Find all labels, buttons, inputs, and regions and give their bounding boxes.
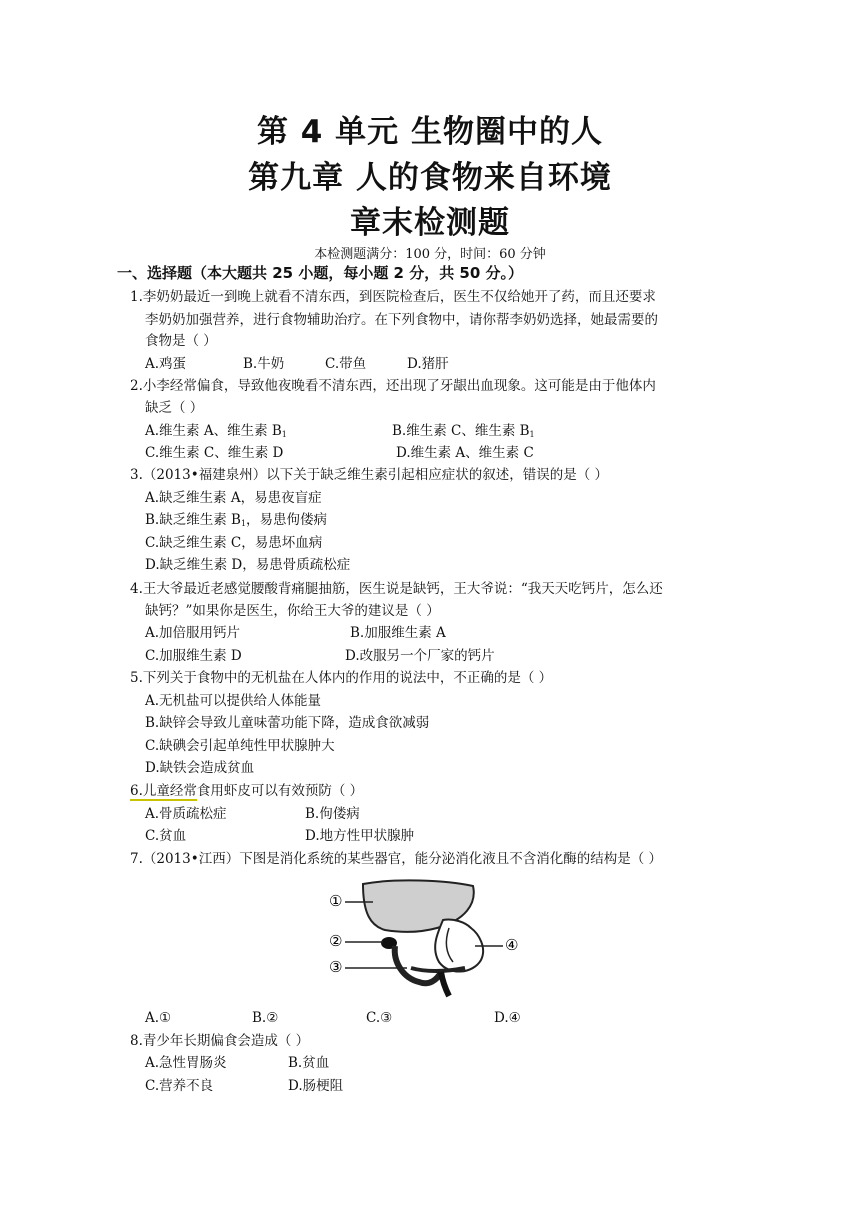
q8-option-b: B.贫血 <box>288 1055 330 1071</box>
q2-option-d: D.维生素 A、维生素 C <box>396 445 534 461</box>
q4-option-a: A.加倍服用钙片 <box>145 625 241 641</box>
q1-option-c: C.带鱼 <box>325 356 367 372</box>
q3-option-b: B.缺乏维生素 $B_1$，易患佝偻病 <box>145 512 328 528</box>
q5-option-d: D.缺铁会造成贫血 <box>145 760 255 776</box>
q2-option-a: A.维生素 A、维生素 $B_1$ <box>145 423 287 439</box>
q7-option-a: A.① <box>145 1010 172 1026</box>
score-time-info: 本检测题满分：100 分，时间：60 分钟 <box>314 247 546 262</box>
label-1: ① <box>329 892 343 910</box>
q2-option-b: B.维生素 C、维生素 $B_1$ <box>392 423 535 439</box>
q4-option-c: C.加服维生素 D <box>145 648 242 664</box>
q7-option-b: B.② <box>252 1010 279 1026</box>
q1-line3: 食物是（ ） <box>145 333 217 349</box>
duct-end <box>441 972 449 996</box>
q1-line1: 1.李奶奶最近一到晚上就看不清东西，到医院检查后，医生不仅给她开了药，而且还要求 <box>130 289 656 305</box>
chapter-title: 第九章 人的食物来自环境 <box>248 160 612 196</box>
q6-option-c: C.贫血 <box>145 828 187 844</box>
q1-option-b: B.牛奶 <box>243 356 285 372</box>
label-2: ② <box>329 932 343 950</box>
q6-option-d: D.地方性甲状腺肿 <box>305 828 415 844</box>
q5-line1: 5.下列关于食物中的无机盐在人体内的作用的说法中，不正确的是（ ） <box>130 670 553 686</box>
q1-option-a: A.鸡蛋 <box>145 356 187 372</box>
q5-option-a: A.无机盐可以提供给人体能量 <box>145 693 322 709</box>
unit-title: 第 4 单元 生物圈中的人 <box>257 114 603 150</box>
q8-option-a: A.急性胃肠炎 <box>145 1055 227 1071</box>
q5-option-c: C.缺碘会引起单纯性甲状腺肿大 <box>145 738 335 754</box>
q4-line2: 缺钙？”如果你是医生，你给王大爷的建议是（ ） <box>145 603 440 619</box>
q7-option-d: D.④ <box>494 1010 521 1026</box>
q3-option-d: D.缺乏维生素 D，易患骨质疏松症 <box>145 557 351 573</box>
q6-option-b: B.佝偻病 <box>305 806 360 822</box>
q8-option-d: D.肠梗阻 <box>288 1078 344 1094</box>
q6-option-a: A.骨质疏松症 <box>145 806 227 822</box>
q3-line1: 3.（2013•福建泉州）以下关于缺乏维生素引起相应症状的叙述，错误的是（ ） <box>130 467 608 483</box>
q2-line1: 2.小李经常偏食，导致他夜晚看不清东西，还出现了牙龈出血现象。这可能是由于他体内 <box>130 378 656 394</box>
q5-option-b: B.缺锌会导致儿童味蕾功能下降，造成食欲减弱 <box>145 715 430 731</box>
q6-line1: 6.儿童经常食用虾皮可以有效预防（ ） <box>130 783 364 799</box>
label-4: ④ <box>505 936 519 954</box>
q4-option-d: D.改服另一个厂家的钙片 <box>345 648 495 664</box>
q2-option-c: C.维生素 C、维生素 D <box>145 445 284 461</box>
q8-line1: 8.青少年长期偏食会造成（ ） <box>130 1033 310 1049</box>
digestive-organs-diagram <box>325 876 525 1000</box>
q7-option-c: C.③ <box>366 1010 393 1026</box>
q4-option-b: B.加服维生素 A <box>350 625 446 641</box>
q7-line1: 7.（2013•江西）下图是消化系统的某些器官，能分泌消化液且不含消化酶的结构是（ ） <box>130 851 662 867</box>
label-3: ③ <box>329 958 343 976</box>
test-title: 章末检测题 <box>350 205 510 241</box>
duodenum-shape <box>395 946 441 983</box>
pancreas-shape <box>411 968 465 971</box>
q1-line2: 李奶奶加强营养，进行食物辅助治疗。在下列食物中，请你帮李奶奶选择，她最需要的 <box>145 312 658 328</box>
q8-option-c: C.营养不良 <box>145 1078 214 1094</box>
q2-line2: 缺乏（ ） <box>145 400 204 416</box>
q4-line1: 4.王大爷最近老感觉腰酸背痛腿抽筋，医生说是缺钙，王大爷说：“我天天吃钙片，怎么还 <box>130 581 663 597</box>
q3-option-a: A.缺乏维生素 A，易患夜盲症 <box>145 490 322 506</box>
q1-option-d: D.猪肝 <box>407 356 449 372</box>
q3-option-c: C.缺乏维生素 C，易患坏血病 <box>145 535 323 551</box>
section-heading: 一、选择题（本大题共 25 小题，每小题 2 分，共 50 分。） <box>117 264 524 282</box>
